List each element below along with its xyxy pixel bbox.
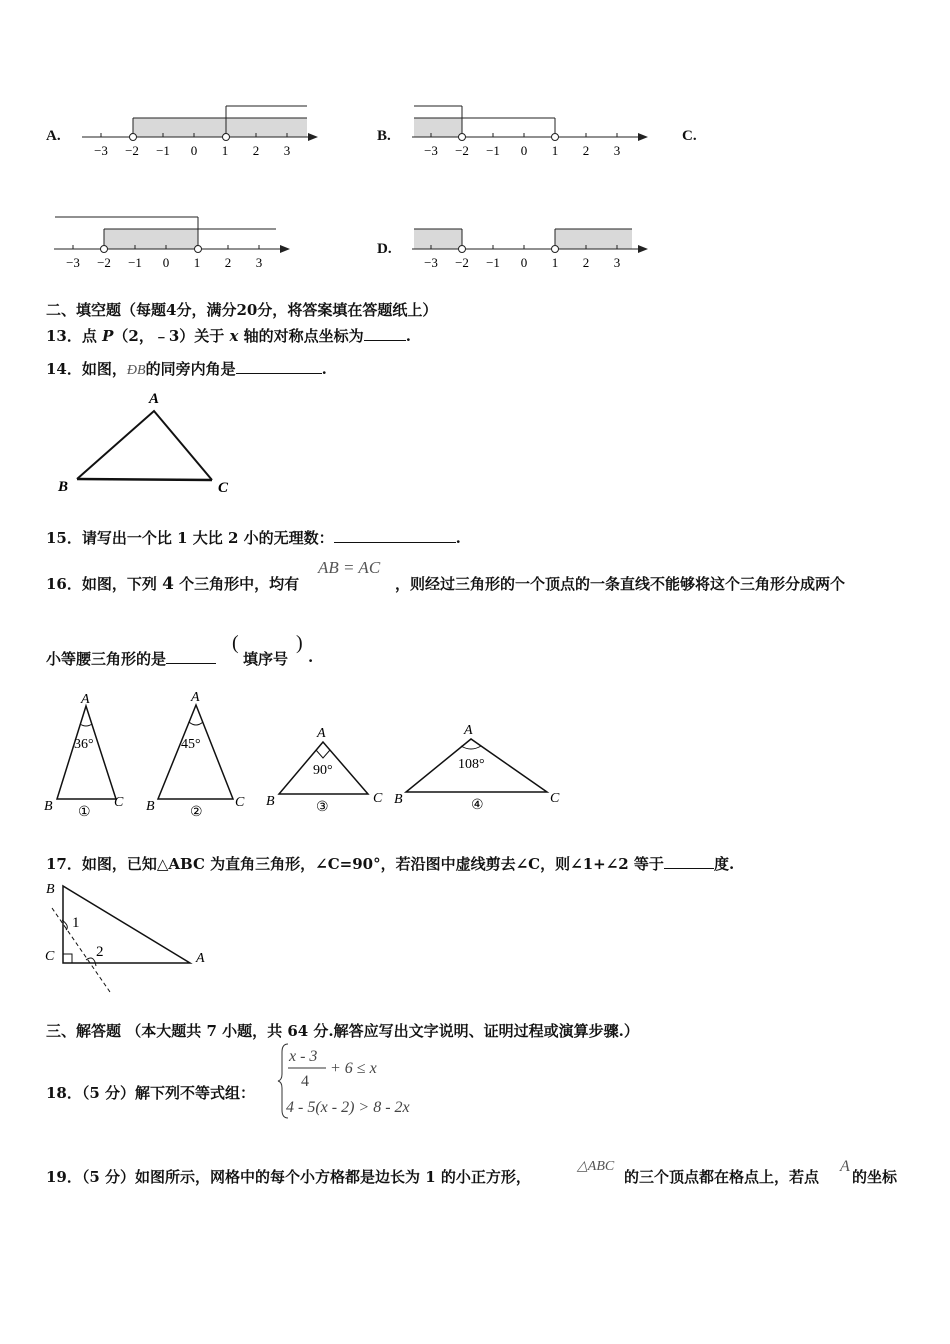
triangle-base (77, 479, 212, 480)
tick-label: 1 (193, 255, 201, 270)
question-16-line-2: 小等腰三角形的是 (46, 648, 216, 669)
vertex-a: A (196, 951, 205, 966)
tick-label: 3 (283, 143, 291, 158)
triangle-1-shape (57, 706, 116, 799)
axis-arrow (638, 133, 648, 141)
tick-label: −2 (125, 143, 139, 158)
shaded-region (133, 118, 307, 137)
question-number: 14． (46, 360, 82, 378)
question-15: 15．请写出一个比 1 大比 2 小的无理数： . (46, 529, 461, 547)
tick-label: 2 (582, 143, 590, 158)
q14-triangle-figure (52, 385, 242, 497)
question-18: 18．（5 分）解下列不等式组： (46, 1084, 256, 1102)
angle-1-label: 1 (72, 915, 80, 931)
question-number: 17． (46, 855, 82, 873)
right-angle-mark (63, 954, 72, 963)
tick-label: −1 (486, 255, 500, 270)
score: （5 分） (81, 1168, 136, 1186)
vertex-b: B (46, 882, 55, 897)
vertex-c: C (114, 795, 124, 810)
vertex-b: B (146, 799, 155, 814)
tick-label: 3 (613, 255, 621, 270)
vertex-a: A (317, 726, 326, 741)
open-point-minus-2 (101, 246, 108, 253)
vertex-a: A (191, 690, 200, 705)
axis-arrow (638, 245, 648, 253)
tick-label: 0 (162, 255, 170, 270)
question-19: 19．（5 分）如图所示，网格中的每个小方格都是边长为 1 的小正方形， (46, 1168, 531, 1186)
triangle-1 (44, 692, 124, 820)
tick-label: −3 (424, 255, 438, 270)
tick-label: −2 (455, 143, 469, 158)
vertex-b: B (266, 794, 275, 809)
apex-angle: 90° (313, 763, 333, 778)
q17-right-triangle-figure (40, 876, 220, 996)
shaded-region (104, 229, 198, 249)
vertex-b: B (44, 799, 53, 814)
open-point-1 (552, 134, 559, 141)
tick-label: −2 (455, 255, 469, 270)
q19-mid-text: 的三个顶点都在格点上，若点 (624, 1168, 820, 1186)
triangle-4 (394, 723, 560, 813)
question-16-line-1: 16．如图，下列 4 个三角形中，均有 (46, 574, 300, 594)
question-number: 18． (46, 1084, 82, 1102)
axis-arrow (280, 245, 290, 253)
apex-angle: 36° (74, 737, 94, 752)
vertex-b: B (394, 792, 403, 807)
option-a-label: A. (46, 128, 61, 144)
tick-label: −1 (156, 143, 170, 158)
right-angle-mark (316, 750, 330, 758)
answer-blank[interactable] (166, 649, 216, 664)
paren-close: ) (296, 632, 303, 654)
open-point-1 (223, 134, 230, 141)
shaded-region (414, 118, 462, 137)
inequality-2: 4 - 5(x - 2) > 8 - 2x (286, 1099, 410, 1116)
tick-label: 0 (190, 143, 198, 158)
question-number: 19． (46, 1168, 82, 1186)
open-point-minus-2 (130, 134, 137, 141)
q19-point-a: A (840, 1158, 850, 1175)
tick-label: −1 (486, 143, 500, 158)
option-c-label: C. (682, 128, 697, 144)
question-number: 16． (46, 575, 82, 593)
question-number: 13． (46, 327, 82, 345)
question-16-line-1-end: ，则经过三角形的一个顶点的一条直线不能够将这个三角形分成两个 (395, 575, 846, 593)
option-b-number-line (408, 100, 653, 165)
vertex-c: C (218, 480, 229, 496)
triangle-3 (266, 726, 383, 815)
option-b-label: B. (377, 128, 391, 144)
inequality-1-numerator: x - 3 (289, 1048, 318, 1065)
vertex-a: A (149, 391, 160, 407)
angle-arc (189, 722, 203, 725)
axis-arrow (308, 133, 318, 141)
triangle-2 (146, 690, 245, 820)
open-point-1 (552, 246, 559, 253)
triangle-index: ④ (471, 798, 484, 813)
tick-label: −2 (97, 255, 111, 270)
question-13: 13．点 P（2，﹣3）关于 x 轴的对称点坐标为 . (46, 327, 411, 345)
paren-text: 填序号 (243, 650, 289, 668)
shaded-region-right (555, 229, 632, 249)
option-d-label: D. (377, 241, 392, 257)
triangle-index: ① (78, 805, 91, 820)
tick-label: 1 (551, 143, 559, 158)
axis-label: x (229, 327, 239, 345)
triangle-index: ② (190, 805, 203, 820)
vertex-c: C (45, 949, 55, 964)
tick-label: 0 (520, 255, 528, 270)
angle-2-label: 2 (96, 944, 104, 960)
section-2-heading: 二、填空题（每题4分，满分20分，将答案填在答题纸上） (46, 301, 438, 319)
score: （5 分） (81, 1084, 136, 1102)
apex-angle: 108° (458, 757, 485, 772)
open-point-minus-2 (459, 134, 466, 141)
shaded-region-left (414, 229, 462, 249)
vertex-a: A (81, 692, 90, 707)
tick-label: −3 (66, 255, 80, 270)
tick-label: 3 (613, 143, 621, 158)
section-3-heading: 三、解答题 （本大题共 7 小题，共 64 分.解答应写出文字说明、证明过程或演算步骤.） (46, 1022, 639, 1040)
question-17: 17．如图，已知△ABC 为直角三角形，∠C=90°，若沿图中虚线剪去∠C，则∠1+∠2 等于 度. (46, 855, 735, 873)
tick-label: 2 (224, 255, 232, 270)
vertex-c: C (550, 791, 560, 806)
answer-blank[interactable] (364, 326, 406, 341)
q19-end-text: 的坐标 (852, 1168, 898, 1186)
vertex-a: A (464, 723, 473, 738)
q16-triangles-figure (40, 688, 580, 823)
option-c-number-line (50, 212, 295, 277)
q19-triangle-abc: △ABC (577, 1159, 615, 1174)
angle-b: ÐB (126, 363, 146, 378)
paren-open: ( (232, 632, 239, 654)
answer-blank[interactable] (334, 528, 456, 543)
tick-label: 3 (255, 255, 263, 270)
answer-blank[interactable] (236, 359, 322, 374)
option-a-number-line (78, 100, 323, 165)
inequality-1-denominator: 4 (301, 1073, 309, 1090)
triangle-index: ③ (316, 800, 329, 815)
q18-inequality-system (276, 1040, 456, 1122)
apex-angle: 45° (181, 737, 201, 752)
tick-label: 1 (551, 255, 559, 270)
tick-label: 0 (520, 143, 528, 158)
tick-label: −1 (128, 255, 142, 270)
tick-label: −3 (424, 143, 438, 158)
angle-arc (80, 724, 92, 726)
angle-2-arc (86, 958, 96, 966)
point-label: P (102, 327, 114, 345)
vertex-c: C (373, 791, 383, 806)
open-point-1 (195, 246, 202, 253)
tick-label: −3 (94, 143, 108, 158)
open-point-minus-2 (459, 246, 466, 253)
option-d-number-line (408, 212, 653, 277)
question-14: 14．如图，ÐB的同旁内角是 . (46, 360, 327, 378)
vertex-c: C (235, 795, 245, 810)
inequality-1-rest: + 6 ≤ x (330, 1060, 377, 1077)
tick-label: 2 (252, 143, 260, 158)
triangle-2-shape (158, 705, 233, 799)
triangle-sides (77, 411, 212, 480)
vertex-b: B (58, 479, 69, 495)
angle-arc (461, 746, 481, 749)
q16-end: . (308, 648, 314, 666)
q16-condition-math: AB = AC (318, 558, 381, 577)
answer-blank[interactable] (664, 854, 714, 869)
tick-label: 1 (221, 143, 229, 158)
tick-label: 2 (582, 255, 590, 270)
question-number: 15． (46, 529, 82, 547)
